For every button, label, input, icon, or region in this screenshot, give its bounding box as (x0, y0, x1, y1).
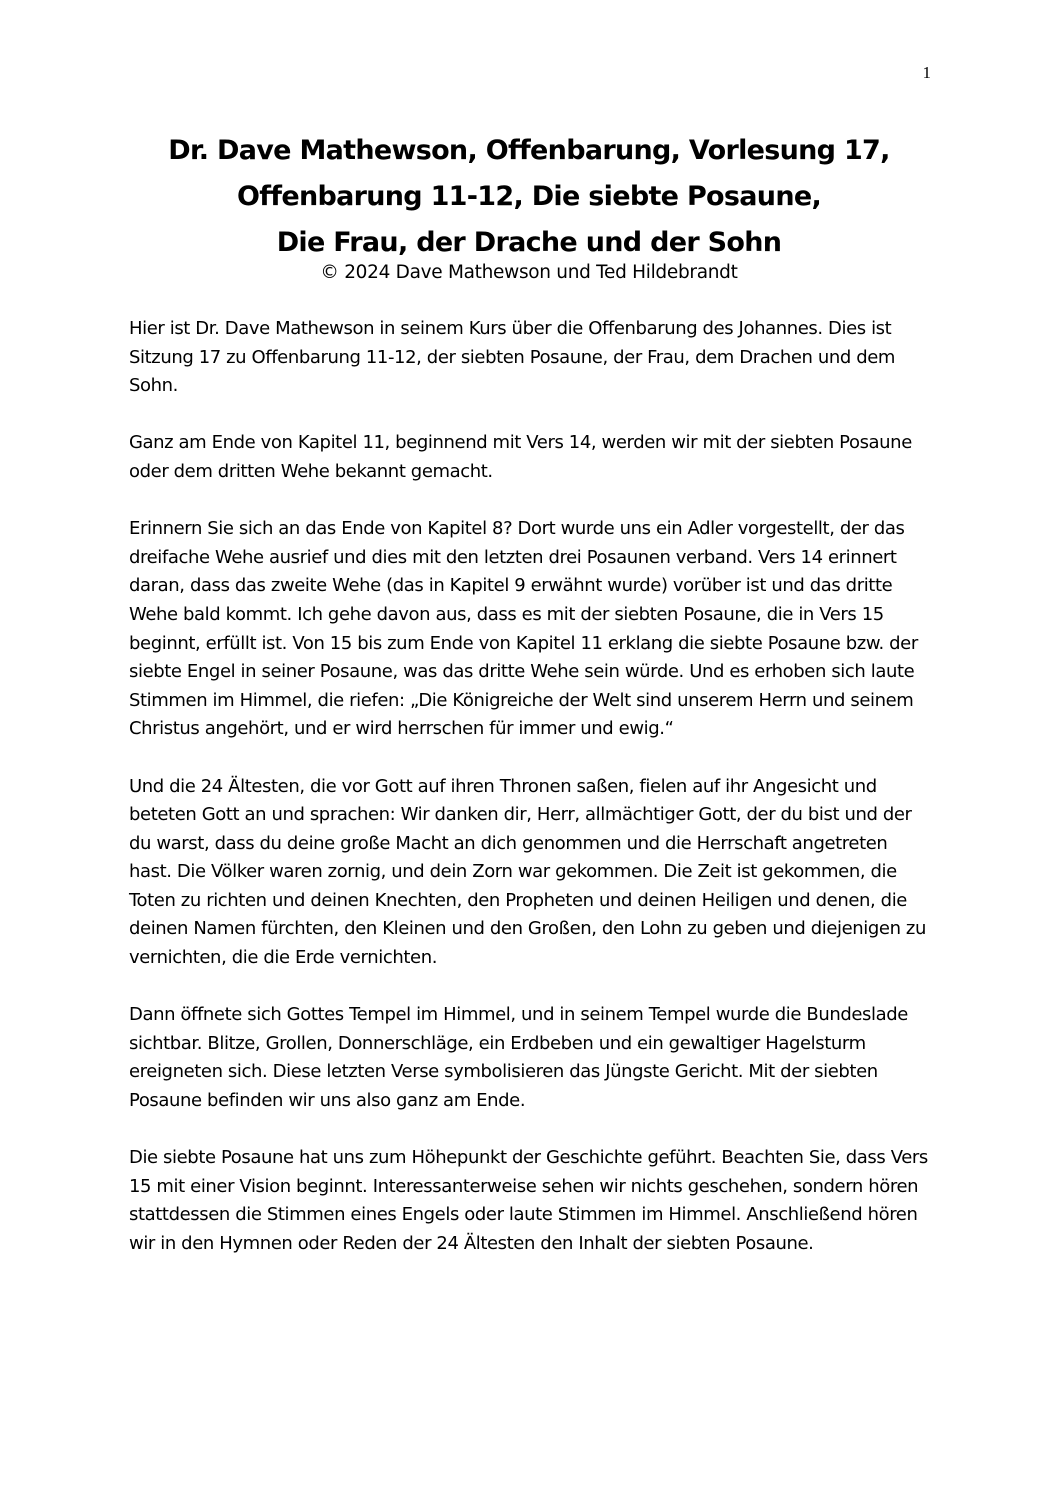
title-line-3: Die Frau, der Drache und der Sohn (276, 227, 782, 258)
title-line-1: Dr. Dave Mathewson, Offenbarung, Vorlesung 17, (168, 135, 890, 166)
copyright-notice: © 2024 Dave Mathewson und Ted Hildebrandt (320, 262, 738, 283)
document-title (0, 128, 1058, 266)
paragraph-4: Und die 24 Ältesten, die vor Gott auf ihren Thronen saßen, fielen auf ihr Angesicht und beteten Gott an und sprachen: Wir danken dir, Herr, allmächtiger Gott, der du bist und der du warst, dass du deine große Macht an dich genommen und die Herrschaft angetreten hast. Die Völker waren zornig, und dein Zorn war gekommen. Die Zeit ist gekommen, die Toten zu richten und deinen Knechten, den Propheten und deinen Heiligen und denen, die deinen Namen fürchten, den Kleinen und den Großen, den Lohn zu geben und diejenigen zu vernichten, die die Erde vernichten. (129, 775, 926, 969)
paragraph-1: Hier ist Dr. Dave Mathewson in seinem Kurs über die Offenbarung des Johannes. Dies ist Sitzung 17 zu Offenbarung 11-12, der siebten Posaune, der Frau, dem Drachen und dem Sohn. (129, 318, 896, 397)
paragraph-2: Ganz am Ende von Kapitel 11, beginnend mit Vers 14, werden wir mit der siebten Posaune oder dem dritten Wehe bekannt gemacht. (129, 432, 912, 482)
page-number: 1 (922, 63, 931, 82)
title-line-2: Offenbarung 11-12, Die siebte Posaune, (236, 181, 822, 212)
paragraph-5: Dann öffnete sich Gottes Tempel im Himmel, und in seinem Tempel wurde die Bundeslade sichtbar. Blitze, Grollen, Donnerschläge, ein Erdbeben und ein gewaltiger Hagelsturm ereigneten sich. Diese letzten Verse symbolisieren das Jüngste Gericht. Mit der siebten Posaune befinden wir uns also ganz am Ende. (129, 1004, 908, 1112)
paragraph-3: Erinnern Sie sich an das Ende von Kapitel 8? Dort wurde uns ein Adler vorgestellt, der das dreifache Wehe ausrief und dies mit den letzten drei Posaunen verband. Vers 14 erinnert daran, dass das zweite Wehe (das in Kapitel 9 erwähnt wurde) vorüber ist und das dritte Wehe bald kommt. Ich gehe davon aus, dass es mit der siebten Posaune, die in Vers 15 beginnt, erfüllt ist. Von 15 bis zum Ende von Kapitel 11 erklang die siebte Posaune bzw. der siebte Engel in seiner Posaune, was das dritte Wehe sein würde. Und es erhoben sich laute Stimmen im Himmel, die riefen: „Die Königreiche der Welt sind unserem Herrn und seinem Christus angehört, und er wird herrschen für immer und ewig.“ (129, 518, 918, 740)
paragraph-6: Die siebte Posaune hat uns zum Höhepunkt der Geschichte geführt. Beachten Sie, dass Vers 15 mit einer Vision beginnt. Interessanterweise sehen wir nichts geschehen, sondern hören stattdessen die Stimmen eines Engels oder laute Stimmen im Himmel. Anschließend hören wir in den Hymnen oder Reden der 24 Ältesten den Inhalt der siebten Posaune. (129, 1147, 928, 1254)
document-body (129, 315, 933, 1287)
